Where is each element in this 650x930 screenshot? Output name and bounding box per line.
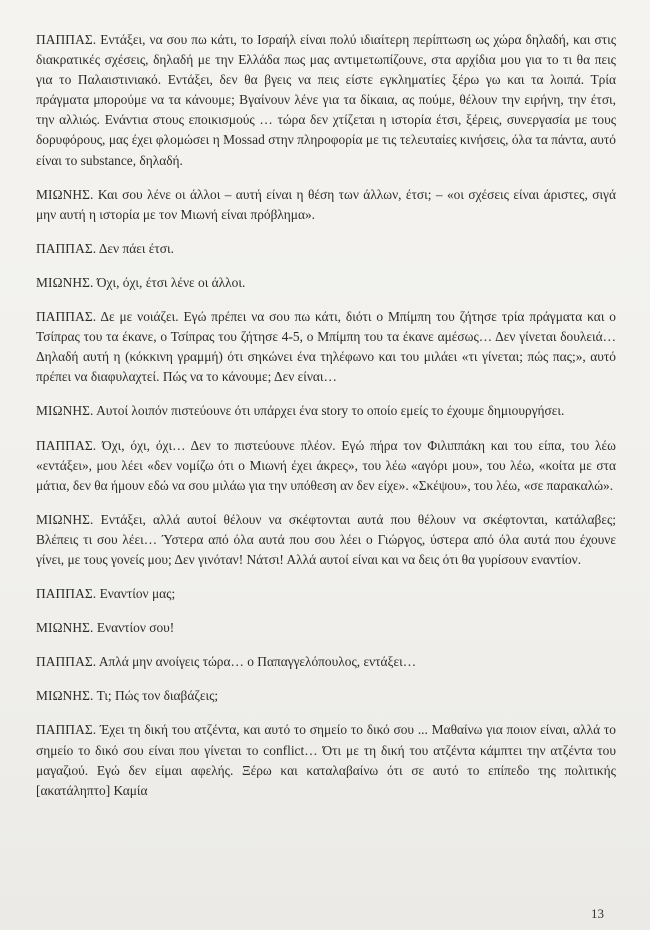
dialogue-text: Εναντίον σου! [96,620,175,636]
dialogue-paragraph [36,185,616,225]
speaker-name: ΠΑΠΠΑΣ. [36,437,97,453]
dialogue-text: Αυτοί λοιπόν πιστεύουνε ότι υπάρχει ένα story το οποίο εμείς το έχουμε δημιουργήσει. [96,403,565,419]
dialogue-paragraph [36,401,616,421]
dialogue-text: Εντάξει, αλλά αυτοί θέλουν να σκέφτονται αυτά που θέλουν να σκέφτονται, κατάλαβες; Βλέπεις τι σου λέει… Ύστερα από όλα αυτά που σου λέει ο Γιώργος, ύστερα από όλα αυτά που έχουνε γίνει, με τους γονείς μου; Δεν γινόταν! Νάτσι! Αλλά αυτοί είναι και να δεις ότι θα γυρίσουν εναντίον. [36,511,616,567]
speaker-name: ΠΑΠΠΑΣ. [36,722,97,738]
dialogue-text: Εντάξει, να σου πω κάτι, το Ισραήλ είναι πολύ ιδιαίτερη περίπτωση ως χώρα δηλαδή, και στις διακρατικές σχέσεις, δηλαδή με την Ελλάδα πως μας αντιμετωπίζουνε, στα αρχίδια μου για το τι θα πεις για το Παλαιστινιακό. Εντάξει, δεν θα βγεις να πεις είστε εγκληματίες ξέρω γω και τα λοιπά. Τρία πράγματα μπορούμε να τα κάνουμε; Βγαίνουν λένε για τα δίκαια, ας πούμε, θέλουν την ειρήνη, την έτσι, την αλλιώς. Ενάντια στους εποικισμούς … τώρα δεν χτίζεται η ιστορία έτσι, ξέρεις, συνεργασία με τους δορυφόρους, μας έχει φλομώσει η Mossad στην πληροφορία με τις τελευταίες κινήσεις, όλα τα πάντα, αυτό είναι το substance, δηλαδή. [36,32,616,168]
dialogue-paragraph [36,30,616,171]
dialogue-text: Εναντίον μας; [99,586,176,602]
speaker-name: ΠΑΠΠΑΣ. [36,309,97,325]
speaker-name: ΠΑΠΠΑΣ. [36,654,97,670]
dialogue-paragraph [36,720,616,800]
dialogue-text: Δεν πάει έτσι. [98,240,174,256]
transcript-body [36,30,616,801]
dialogue-paragraph [36,239,616,259]
dialogue-text: Όχι, όχι, όχι… Δεν το πιστεύουνε πλέον. Εγώ πήρα τον Φιλιππάκη και του είπα, του λέω «εντάξει», μου λέει «δεν νομίζω ότι ο Μιωνή έχει άκρες», του λέω «αγόρι μου», του λέω, «κοίτα με στα μάτια, δεν θα ήμουν εδώ να σου μιλάω για την υπόθεση αν δεν είχε». «Σκέψου», του λέω, «σε παρακαλώ». [36,437,616,493]
speaker-name: ΜΙΩΝΗΣ. [36,688,94,704]
dialogue-paragraph [36,436,616,496]
page-number: 13 [591,905,604,921]
dialogue-paragraph [36,686,616,706]
dialogue-paragraph [36,273,616,293]
dialogue-paragraph [36,652,616,672]
speaker-name: ΜΙΩΝΗΣ. [36,186,94,202]
dialogue-paragraph [36,510,616,570]
speaker-name: ΠΑΠΠΑΣ. [36,32,97,47]
speaker-name: ΜΙΩΝΗΣ. [36,511,94,527]
dialogue-paragraph [36,618,616,638]
dialogue-paragraph [36,307,616,387]
dialogue-text: Απλά μην ανοίγεις τώρα… ο Παπαγγελόπουλος, εντάξει… [98,654,417,670]
dialogue-text: Και σου λένε οι άλλοι – αυτή είναι η θέση των άλλων, έτσι; – «οι σχέσεις είναι άριστες, σιγά μην αυτή η ιστορία με τον Μιωνή είναι πρόβλημα». [36,186,616,222]
speaker-name: ΜΙΩΝΗΣ. [36,274,94,290]
speaker-name: ΜΙΩΝΗΣ. [36,620,94,636]
speaker-name: ΠΑΠΠΑΣ. [36,586,97,602]
dialogue-text: Έχει τη δική του ατζέντα, και αυτό το σημείο το δικό σου ... Μαθαίνω για ποιον είναι, αλλά το σημείο το δικό σου είναι που γίνεται το conflict… Ότι με τη δική του ατζέντα κάμπτει την ατζέντα του μαγαζιού. Εγώ δεν είμαι αφελής. Ξέρω και καταλαβαίνω ότι σε αυτό το επίπεδο της πολιτικής [ακατάληπτο] Καμία [36,722,616,798]
speaker-name: ΠΑΠΠΑΣ. [36,240,97,256]
dialogue-text: Τι; Πώς τον διαβάζεις; [96,688,219,704]
dialogue-text: Όχι, όχι, έτσι λένε οι άλλοι. [96,274,246,290]
dialogue-paragraph [36,584,616,604]
speaker-name: ΜΙΩΝΗΣ. [36,403,94,419]
dialogue-text: Δε με νοιάζει. Εγώ πρέπει να σου πω κάτι, διότι ο Μπίμπη του ζήτησε τρία πράγματα και ο Τσίπρας του τα έκανε, ο Τσίπρας του ζήτησε 4-5, ο Μπίμπη του τα έκανε αμέσως… Δεν γίνεται δουλειά… Δηλαδή αυτή η (κόκκινη γραμμή) ότι σηκώνει ένα τηλέφωνο και του μιλάει «τι γίνεται; πώς πας;», αυτό πρέπει να διαφυλαχτεί. Πώς να το κάνουμε; Δεν είναι… [36,309,616,385]
